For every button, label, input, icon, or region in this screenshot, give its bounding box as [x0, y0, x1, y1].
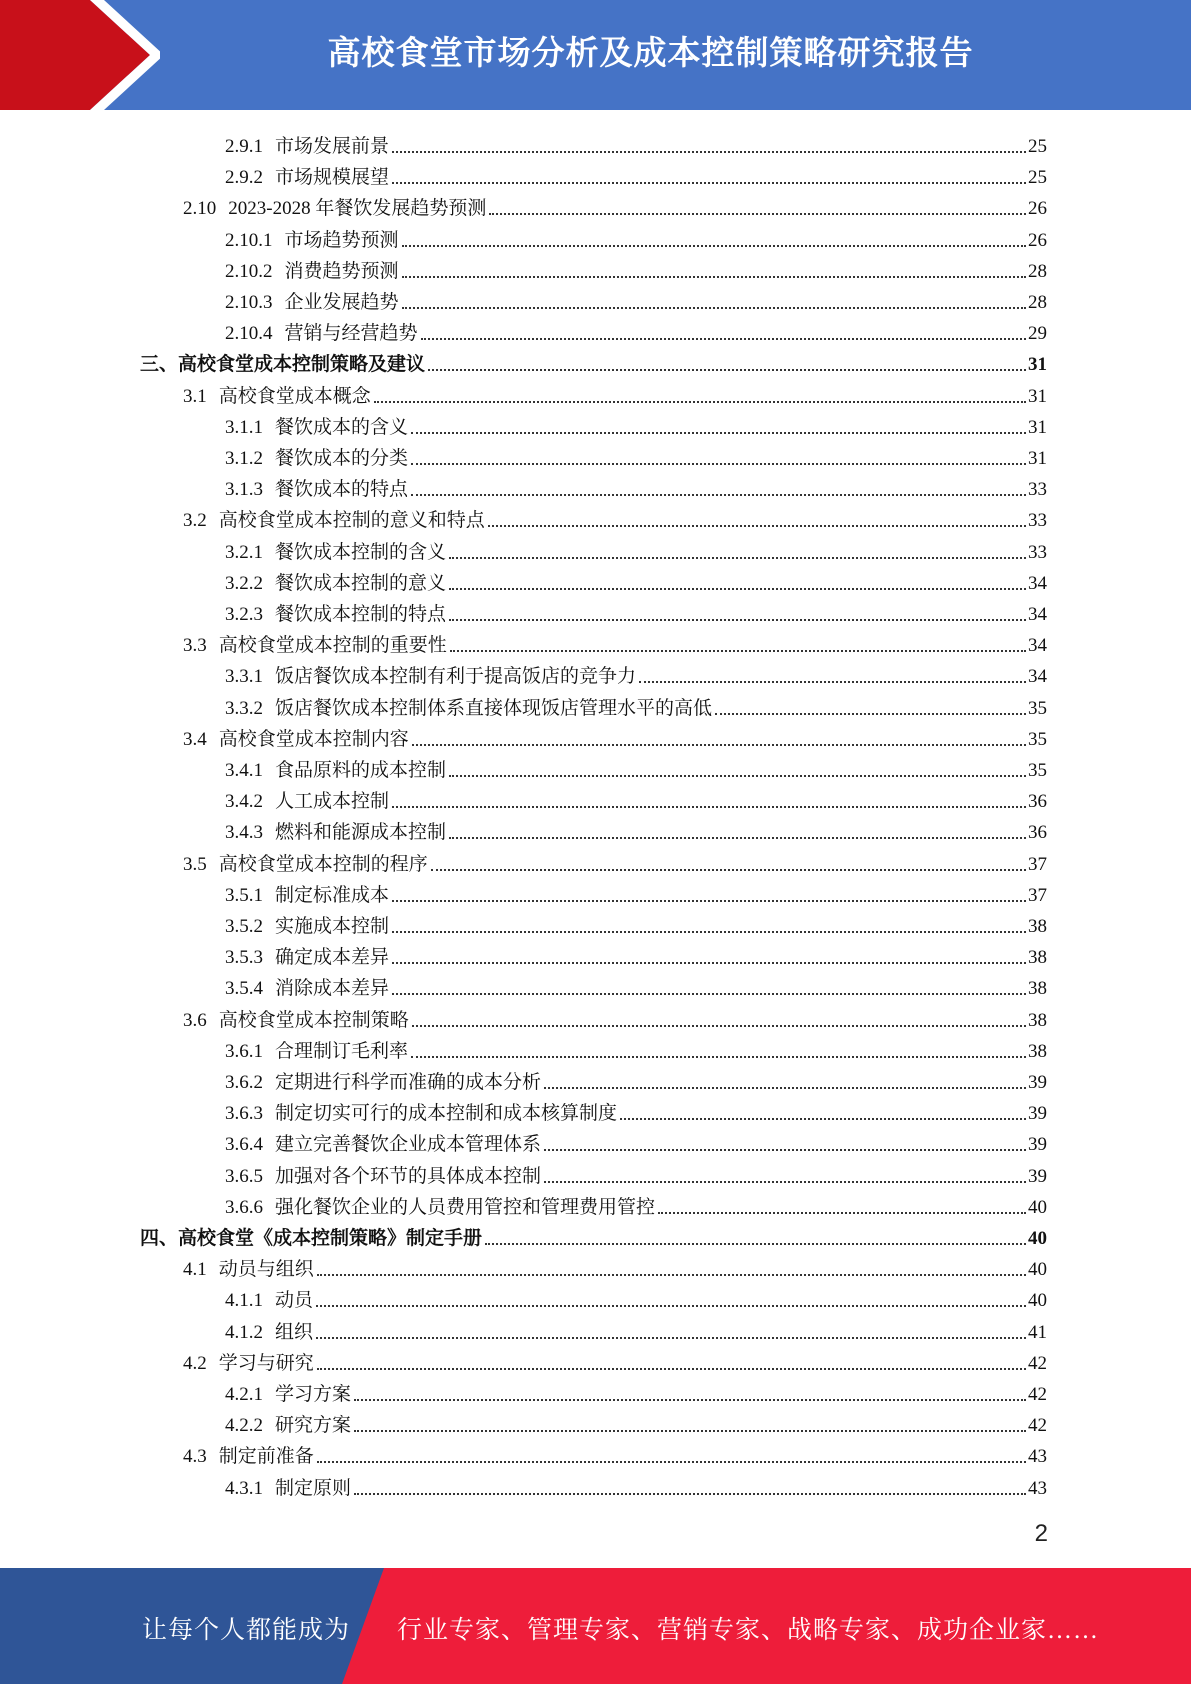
toc-entry-title: 人工成本控制 [275, 791, 390, 813]
toc-entry-number: 4.3.1 [225, 1477, 263, 1499]
toc-entry-number: 3.5 [183, 853, 207, 875]
toc-entry-number: 3.6 [183, 1009, 207, 1031]
toc-entry[interactable] [225, 752, 1047, 783]
toc-entry-number: 3.3.1 [225, 666, 263, 688]
report-title: 高校食堂市场分析及成本控制策略研究报告 [327, 34, 974, 71]
toc-entry-page: 34 [1028, 666, 1047, 688]
toc-entry-title: 学习方案 [275, 1384, 352, 1405]
toc-dot-leader [544, 1087, 1026, 1089]
toc-entry-number: 3.6.3 [225, 1103, 263, 1125]
toc-dot-leader [421, 338, 1026, 340]
toc-entry-page: 28 [1028, 292, 1047, 313]
toc-entry[interactable] [225, 1282, 1047, 1313]
toc-entry[interactable] [183, 627, 1047, 658]
toc-dot-leader [449, 619, 1026, 621]
toc-entry-title: 动员 [275, 1290, 314, 1312]
toc-entry[interactable] [225, 222, 1047, 253]
toc-entry-number: 3.4.3 [225, 822, 263, 844]
footer-slogan-left: 让每个人都能成为 [142, 1617, 351, 1644]
toc-entry-page: 33 [1028, 510, 1047, 532]
toc-dot-leader [488, 525, 1026, 527]
toc-entry[interactable] [225, 409, 1047, 440]
toc-entry[interactable] [225, 565, 1047, 596]
toc-entry-number: 三、 [140, 354, 179, 376]
toc-entry[interactable] [225, 658, 1047, 689]
toc-entry-number: 4.2 [183, 1352, 207, 1374]
toc-entry-title: 定期进行科学而准确的成本分析 [275, 1072, 542, 1093]
toc-entry[interactable] [183, 1002, 1047, 1033]
toc-entry-number: 3.6.5 [225, 1165, 263, 1187]
toc-entry-number: 3.1.2 [225, 448, 263, 469]
toc-dot-leader [392, 182, 1026, 184]
toc-entry-page: 26 [1028, 198, 1047, 220]
toc-entry-number: 2.10 [183, 198, 217, 220]
toc-entry-title: 高校食堂成本控制的程序 [218, 853, 428, 875]
toc-entry[interactable] [225, 908, 1047, 939]
toc-dot-leader [489, 213, 1026, 215]
toc-entry-page: 38 [1028, 947, 1047, 969]
toc-entry-page: 40 [1028, 1228, 1047, 1249]
toc-entry-title: 高校食堂成本控制策略 [218, 1009, 409, 1031]
toc-entry-page: 34 [1028, 635, 1047, 657]
toc-entry-title: 饭店餐饮成本控制有利于提高饭店的竞争力 [275, 666, 637, 688]
toc-entry-page: 43 [1028, 1446, 1047, 1468]
toc-entry-title: 研究方案 [275, 1415, 352, 1437]
toc-dot-leader [354, 1430, 1026, 1432]
toc-entry-title: 高校食堂成本控制的重要性 [218, 635, 447, 657]
toc-entry-number: 3.2.1 [225, 541, 263, 563]
toc-dot-leader [354, 1493, 1026, 1495]
toc-entry[interactable] [225, 159, 1047, 190]
toc-entry-page: 31 [1028, 448, 1047, 469]
toc-entry[interactable] [183, 721, 1047, 752]
toc-dot-leader [620, 1118, 1026, 1120]
toc-entry[interactable] [225, 1376, 1047, 1407]
toc-entry-page: 34 [1028, 572, 1047, 594]
toc-entry-title: 市场发展前景 [275, 136, 390, 157]
toc-entry[interactable] [225, 1064, 1047, 1095]
toc-entry-number: 3.4.1 [225, 760, 263, 781]
toc-dot-leader [715, 713, 1026, 715]
toc-entry-number: 4.1 [183, 1259, 207, 1281]
toc-dot-leader [392, 993, 1026, 995]
toc-entry-number: 4.1.1 [225, 1290, 263, 1312]
toc-entry[interactable] [225, 534, 1047, 565]
toc-dot-leader [411, 1056, 1026, 1058]
toc-dot-leader [450, 650, 1026, 652]
toc-entry[interactable] [225, 284, 1047, 315]
toc-entry-number: 3.5.3 [225, 947, 263, 969]
toc-entry-page: 42 [1028, 1384, 1047, 1405]
toc-dot-leader [449, 557, 1026, 559]
toc-entry-number: 2.9.1 [225, 136, 263, 157]
toc-entry-page: 38 [1028, 1040, 1047, 1062]
toc-dot-leader [412, 744, 1026, 746]
toc-entry[interactable] [183, 190, 1047, 221]
toc-entry-title: 2023-2028 年餐饮发展趋势预测 [228, 198, 487, 220]
toc-entry-title: 消费趋势预测 [284, 260, 399, 282]
toc-entry-title: 企业发展趋势 [284, 292, 399, 313]
toc-dot-leader [449, 588, 1026, 590]
toc-entry-number: 2.10.3 [225, 292, 273, 313]
toc-entry-title: 制定标准成本 [275, 884, 390, 906]
toc-entry[interactable] [225, 1407, 1047, 1438]
toc-entry-number: 4.1.2 [225, 1321, 263, 1343]
toc-entry-title: 燃料和能源成本控制 [275, 822, 447, 844]
toc-entry-page: 33 [1028, 479, 1047, 501]
toc-entry-page: 28 [1028, 260, 1047, 282]
toc-entry-number: 2.10.2 [225, 260, 273, 282]
toc-entry-page: 37 [1028, 853, 1047, 875]
toc-entry-title: 高校食堂成本控制内容 [218, 728, 409, 750]
toc-entry-number: 2.10.1 [225, 229, 273, 251]
toc-entry[interactable] [225, 1158, 1047, 1189]
toc-dot-leader [544, 1149, 1026, 1151]
toc-entry-number: 3.5.4 [225, 978, 263, 1000]
toc-dot-leader [411, 463, 1026, 465]
toc-entry-page: 38 [1028, 978, 1047, 1000]
toc-entry[interactable] [225, 814, 1047, 845]
toc-dot-leader [639, 681, 1026, 683]
toc-entry[interactable] [183, 502, 1047, 533]
toc-entry-number: 3.4.2 [225, 791, 263, 813]
toc-entry-title: 实施成本控制 [275, 916, 390, 937]
toc-dot-leader [317, 1461, 1026, 1463]
toc-entry-title: 市场规模展望 [275, 167, 390, 189]
toc-dot-leader [316, 1305, 1026, 1307]
toc-entry-page: 35 [1028, 697, 1047, 719]
toc-entry-page: 39 [1028, 1134, 1047, 1156]
toc-entry-page: 40 [1028, 1259, 1047, 1281]
toc-entry-page: 31 [1028, 416, 1047, 438]
toc-entry-number: 3.1.1 [225, 416, 263, 438]
toc-entry-title: 餐饮成本的分类 [275, 448, 409, 469]
toc-entry-page: 26 [1028, 229, 1047, 251]
toc-entry-number: 3.6.2 [225, 1072, 263, 1093]
toc-entry-title: 餐饮成本控制的意义 [275, 572, 447, 594]
toc-entry-title: 高校食堂成本概念 [218, 385, 371, 407]
toc-entry-page: 39 [1028, 1072, 1047, 1093]
toc-entry-title: 制定前准备 [218, 1446, 314, 1468]
toc-dot-leader [392, 900, 1026, 902]
toc-entry-title: 高校食堂《成本控制策略》制定手册 [178, 1228, 483, 1249]
toc-entry-title: 餐饮成本控制的特点 [275, 604, 447, 625]
toc-entry-number: 4.2.1 [225, 1384, 263, 1405]
toc-entry-page: 40 [1028, 1290, 1047, 1312]
toc-dot-leader [402, 307, 1026, 309]
toc-entry-title: 建立完善餐饮企业成本管理体系 [275, 1134, 542, 1156]
toc-entry-page: 43 [1028, 1477, 1047, 1499]
header-arrow-decoration [0, 0, 160, 110]
toc-entry[interactable] [225, 1033, 1047, 1064]
toc-entry-number: 四、 [140, 1228, 179, 1249]
toc-entry[interactable] [225, 1314, 1047, 1345]
toc-entry-title: 饭店餐饮成本控制体系直接体现饭店管理水平的高低 [275, 697, 713, 719]
toc-entry-page: 36 [1028, 791, 1047, 813]
toc-entry-page: 35 [1028, 728, 1047, 750]
toc-entry[interactable] [183, 1438, 1047, 1469]
toc-dot-leader [431, 869, 1026, 871]
toc-entry[interactable] [225, 1189, 1047, 1220]
toc-dot-leader [402, 276, 1026, 278]
toc-entry-page: 33 [1028, 541, 1047, 563]
toc-entry-number: 3.5.1 [225, 884, 263, 906]
toc-entry[interactable] [225, 596, 1047, 627]
toc-entry-title: 营销与经营趋势 [284, 323, 418, 345]
toc-entry-number: 3.2.2 [225, 572, 263, 594]
toc-entry-title: 食品原料的成本控制 [275, 760, 447, 781]
toc-entry-title: 学习与研究 [218, 1352, 314, 1374]
toc-entry-title: 组织 [275, 1321, 314, 1343]
toc-entry-title: 餐饮成本的含义 [275, 416, 409, 438]
toc-entry[interactable] [225, 1095, 1047, 1126]
toc-entry-number: 3.6.4 [225, 1134, 263, 1156]
toc-dot-leader [449, 775, 1026, 777]
toc-entry-number: 3.1 [183, 385, 207, 407]
toc-entry-number: 4.2.2 [225, 1415, 263, 1437]
toc-entry[interactable] [183, 1345, 1047, 1376]
toc-entry-page: 38 [1028, 1009, 1047, 1031]
toc-entry-page: 39 [1028, 1103, 1047, 1125]
page-header [0, 0, 1191, 110]
toc-entry-title: 高校食堂成本控制策略及建议 [178, 354, 426, 376]
toc-entry-number: 3.6.1 [225, 1040, 263, 1062]
toc-entry[interactable] [140, 1220, 1047, 1251]
toc-entry-page: 37 [1028, 884, 1047, 906]
toc-dot-leader [316, 1337, 1026, 1339]
toc-entry[interactable] [183, 846, 1047, 877]
toc-entry[interactable] [225, 939, 1047, 970]
toc-entry-number: 3.2 [183, 510, 207, 532]
toc-dot-leader [544, 1181, 1026, 1183]
toc-entry-title: 消除成本差异 [275, 978, 390, 1000]
toc-entry-title: 市场趋势预测 [284, 229, 399, 251]
toc-entry[interactable] [225, 315, 1047, 346]
toc-entry-number: 3.3.2 [225, 697, 263, 719]
toc-entry-page: 40 [1028, 1196, 1047, 1218]
toc-entry[interactable] [140, 346, 1047, 377]
toc-entry-page: 36 [1028, 822, 1047, 844]
toc-entry-title: 加强对各个环节的具体成本控制 [275, 1165, 542, 1187]
toc-dot-leader [411, 432, 1026, 434]
toc-entry-title: 餐饮成本的特点 [275, 479, 409, 501]
toc-entry-page: 42 [1028, 1415, 1047, 1437]
toc-entry-page: 41 [1028, 1321, 1047, 1343]
toc-dot-leader [658, 1212, 1026, 1214]
toc-entry-number: 3.1.3 [225, 479, 263, 501]
toc-entry-number: 4.3 [183, 1446, 207, 1468]
toc-dot-leader [317, 1274, 1026, 1276]
toc-entry[interactable] [183, 378, 1047, 409]
toc-dot-leader [428, 369, 1026, 371]
toc-entry-number: 2.10.4 [225, 323, 273, 345]
toc-entry-number: 3.6.6 [225, 1196, 263, 1218]
toc-entry[interactable] [225, 128, 1047, 159]
toc-dot-leader [485, 1243, 1026, 1245]
toc-entry-number: 3.3 [183, 635, 207, 657]
toc-entry-title: 动员与组织 [218, 1259, 314, 1281]
toc-entry-page: 39 [1028, 1165, 1047, 1187]
toc-entry-page: 25 [1028, 167, 1047, 189]
toc-entry-page: 25 [1028, 136, 1047, 157]
toc-entry-title: 合理制订毛利率 [275, 1040, 409, 1062]
toc-entry[interactable] [225, 877, 1047, 908]
toc-dot-leader [317, 1368, 1026, 1370]
toc-entry-title: 制定切实可行的成本控制和成本核算制度 [275, 1103, 618, 1125]
toc-entry[interactable] [225, 253, 1047, 284]
toc-entry-title: 确定成本差异 [275, 947, 390, 969]
toc-dot-leader [411, 494, 1026, 496]
toc-entry-page: 38 [1028, 916, 1047, 937]
toc-entry-title: 餐饮成本控制的含义 [275, 541, 447, 563]
toc-dot-leader [392, 151, 1026, 153]
toc-entry-title: 强化餐饮企业的人员费用管控和管理费用管控 [275, 1196, 656, 1218]
toc-entry[interactable] [225, 1126, 1047, 1157]
toc-entry[interactable] [225, 471, 1047, 502]
toc-entry-number: 3.5.2 [225, 916, 263, 937]
toc-entry-page: 31 [1028, 354, 1047, 376]
toc-dot-leader [392, 931, 1026, 933]
toc-dot-leader [354, 1399, 1026, 1401]
toc-entry-title: 制定原则 [275, 1477, 352, 1499]
toc-entry-number: 3.4 [183, 728, 207, 750]
toc-entry-page: 42 [1028, 1352, 1047, 1374]
toc-entry-title: 高校食堂成本控制的意义和特点 [218, 510, 485, 532]
toc-entry-number: 3.2.3 [225, 604, 263, 625]
toc-dot-leader [374, 401, 1026, 403]
toc-entry-number: 2.9.2 [225, 167, 263, 189]
toc-dot-leader [392, 806, 1026, 808]
toc-entry[interactable] [225, 970, 1047, 1001]
toc-dot-leader [392, 962, 1026, 964]
toc-dot-leader [402, 245, 1026, 247]
toc-entry-page: 29 [1028, 323, 1047, 345]
toc-entry[interactable] [225, 783, 1047, 814]
toc-entry[interactable] [225, 440, 1047, 471]
toc-entry[interactable] [225, 1470, 1047, 1501]
toc-dot-leader [449, 837, 1026, 839]
toc-entry[interactable] [183, 1251, 1047, 1282]
toc-entry-page: 31 [1028, 385, 1047, 407]
toc-entry-page: 34 [1028, 604, 1047, 625]
page-number: 2 [1034, 1520, 1048, 1547]
page-footer [0, 1568, 1191, 1684]
footer-slogan-right: 行业专家、管理专家、营销专家、战略专家、成功企业家…… [397, 1617, 1100, 1644]
toc-entry-page: 35 [1028, 760, 1047, 781]
toc-dot-leader [412, 1025, 1026, 1027]
toc-entry[interactable] [225, 690, 1047, 721]
